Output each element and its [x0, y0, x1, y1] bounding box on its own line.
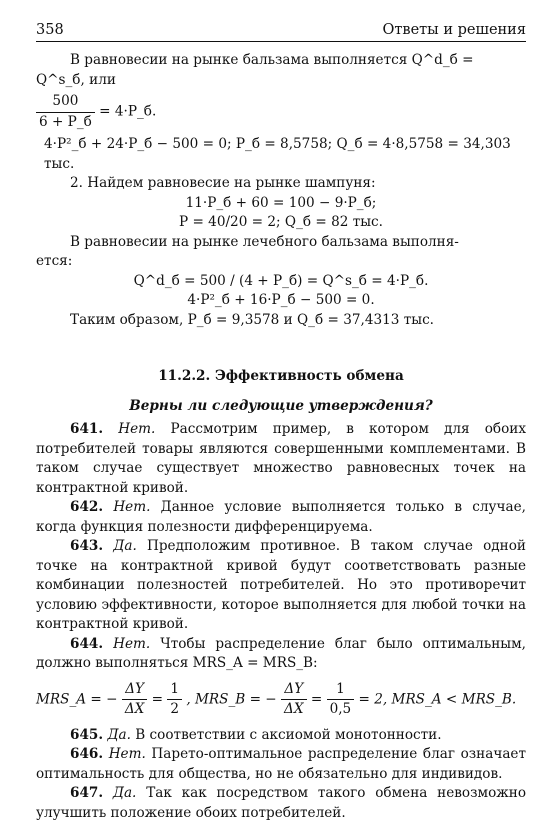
answer-verdict: Нет. [113, 635, 151, 652]
fraction-equation [36, 92, 526, 132]
answer-number: 643. [70, 538, 104, 554]
answer-text: Рассмотрим пример, в котором для обоих потребителей товары являются совершенными комплементами. В таком случае существует множество равновесных точек на контрактной кривой. [36, 421, 526, 496]
text-line: 4·P²_б + 24·P_б − 500 = 0; P_б = 8,5758; Q_б = 4·8,5758 = 34,303 тыс. [44, 136, 511, 172]
answer-text: В соответствии с аксиомой монотонности. [135, 726, 442, 743]
fraction [327, 680, 355, 720]
answer-number: 645. [70, 726, 104, 743]
formula-part: , MRS_B = − [186, 691, 277, 707]
formula-part: = [310, 691, 323, 707]
text-line: 2. Найдем равновесие на рынке шампуня: [70, 175, 376, 191]
fraction-numerator: 1 [167, 680, 182, 701]
fraction [167, 680, 182, 720]
answer-number: 644. [70, 635, 104, 652]
running-title: Ответы и решения [382, 22, 526, 38]
answer-verdict: Да. [113, 538, 137, 554]
answer-number: 641. [70, 421, 104, 437]
answer-paragraph [36, 726, 526, 746]
answer-paragraph [36, 498, 526, 537]
answer-verdict: Нет. [108, 746, 146, 762]
answer-number: 642. [70, 499, 104, 515]
answer-text: Данное условие выполняется только в случае, когда функция полезности дифференцируема. [36, 499, 526, 535]
fraction-numerator: ΔY [122, 680, 148, 701]
fraction-rhs: = 4·P_б. [99, 103, 157, 120]
fraction [36, 92, 95, 132]
equation-line: 4·P²_б + 16·P_б − 500 = 0. [187, 292, 375, 308]
equation-line: P = 40/20 = 2; Q_б = 82 тыс. [179, 214, 383, 230]
formula-part: = [151, 691, 164, 707]
answer-paragraph [36, 784, 526, 823]
mrs-formula [36, 680, 526, 720]
fraction [122, 680, 148, 720]
section-title: 11.2.2. Эффективность обмена [158, 368, 404, 384]
answer-text: Парето-оптимальное распределение благ означает оптимальность для общества, но не обязательно для индивидов. [36, 746, 526, 782]
text-line: Таким образом, P_б = 9,3578 и Q_б = 37,4313 тыс. [70, 311, 435, 328]
answer-text: Так как посредством такого обмена невозможно улучшить положение обоих потребителей. [36, 785, 527, 821]
page-number: 358 [36, 22, 64, 38]
fraction-denominator: 0,5 [329, 701, 352, 717]
fraction-numerator: ΔY [281, 680, 307, 701]
answer-paragraph [36, 635, 526, 674]
fraction [281, 680, 307, 720]
answer-text: Чтобы распределение благ было оптимальным, должно выполняться MRS_A = MRS_B: [36, 635, 526, 671]
fraction-numerator: 1 [327, 680, 355, 701]
answer-number: 647. [70, 785, 104, 801]
answer-verdict: Нет. [113, 499, 151, 515]
section-subtitle: Верны ли следующие утверждения? [129, 398, 433, 414]
fraction-denominator: ΔX [124, 701, 145, 717]
equation-line: Q^d_б = 500 / (4 + P_б) = Q^s_б = 4·P_б. [133, 272, 429, 289]
formula-part: = 2, MRS_A < MRS_B. [358, 691, 517, 707]
answer-text: Предположим противное. В таком случае одной точке на контрактной кривой будут соответствовать разные комбинации полезностей потребителей. Но это противоречит условию эффективности, которое выполняется для любой точки на контрактной кривой. [36, 538, 526, 632]
answer-verdict: Нет. [118, 421, 156, 437]
book-page [36, 22, 526, 823]
fraction-denominator: 2 [170, 701, 180, 717]
answer-verdict: Да. [107, 726, 131, 743]
page-header [36, 22, 526, 42]
answer-paragraph [36, 745, 526, 784]
answer-paragraph [36, 420, 526, 498]
fraction-denominator: 6 + P_б [39, 113, 92, 130]
fraction-numerator: 500 [36, 92, 95, 113]
answer-number: 646. [70, 746, 104, 762]
text-line: В равновесии на рынке бальзама выполняется Q^d_б = Q^s_б, или [36, 52, 474, 88]
answer-verdict: Да. [112, 785, 137, 801]
fraction-denominator: ΔX [284, 701, 304, 717]
formula-part: MRS_A = − [36, 691, 118, 707]
text-line: В равновесии на рынке лечебного бальзама выполня- [70, 233, 459, 250]
answer-paragraph [36, 537, 526, 635]
text-line: ется: [36, 253, 73, 269]
equation-line: 11·P_б + 60 = 100 − 9·P_б; [185, 194, 377, 211]
